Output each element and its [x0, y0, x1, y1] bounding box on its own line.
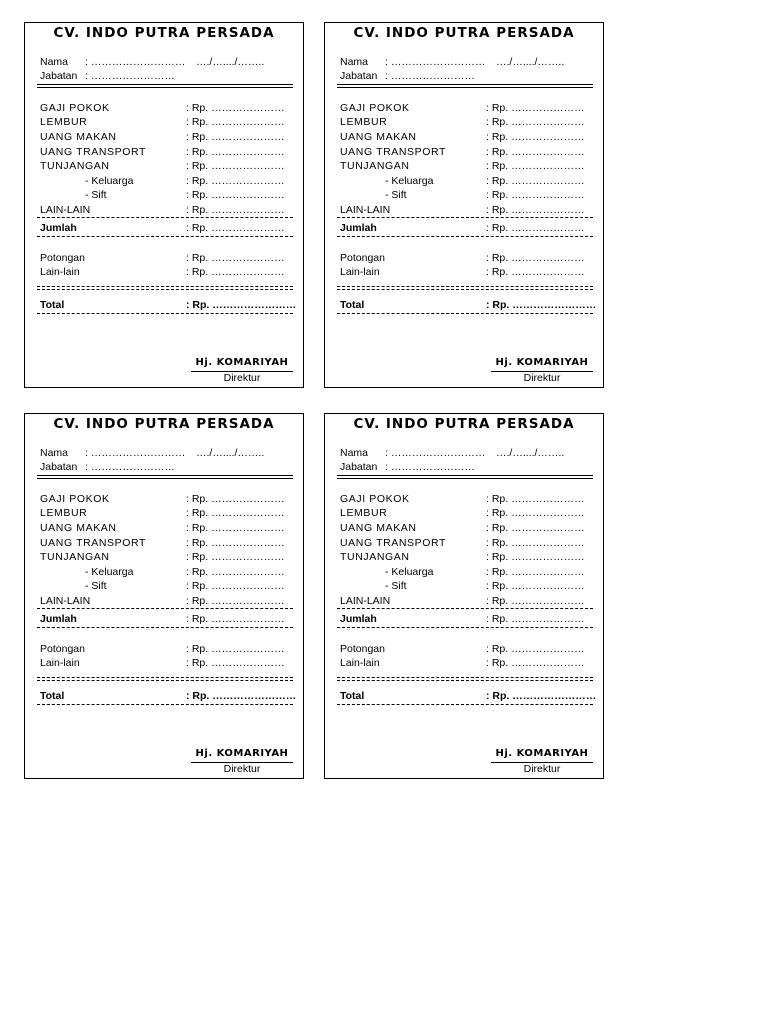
jumlah-label: Jumlah — [40, 222, 77, 234]
salary-slip — [324, 22, 604, 388]
salary-slip — [24, 413, 304, 779]
jumlah-label: Jumlah — [340, 222, 377, 234]
earning-label: - Keluarga — [85, 566, 134, 578]
earning-value: : Rp. ………………… — [186, 551, 285, 563]
date-value: …./…..../…….. — [196, 56, 265, 68]
total-label: Total — [340, 690, 365, 702]
date-value: …./…..../…….. — [496, 447, 565, 459]
jumlah-value: : Rp. ………………… — [186, 613, 285, 625]
total-underline — [37, 704, 293, 705]
earning-label: UANG TRANSPORT — [340, 537, 447, 549]
jabatan-label: Jabatan — [340, 461, 378, 473]
earning-value: : Rp. ………………… — [186, 175, 285, 187]
nama-label: Nama — [340, 56, 369, 68]
jumlah-divider — [37, 236, 293, 237]
earning-value: : Rp. ………………… — [186, 507, 285, 519]
earning-label: UANG MAKAN — [340, 131, 417, 143]
earning-label: TUNJANGAN — [40, 551, 110, 563]
jabatan-value: : …………………… — [85, 70, 175, 82]
earning-value: : Rp. ………………… — [186, 580, 285, 592]
header-divider-top — [337, 84, 593, 85]
deduction-value: : Rp. ………………… — [186, 266, 285, 278]
earnings-divider — [337, 608, 593, 609]
earnings-divider — [37, 217, 293, 218]
jumlah-divider — [337, 627, 593, 628]
earnings-divider — [37, 608, 293, 609]
earning-value: : Rp. ………………… — [486, 102, 585, 114]
header-divider-top — [337, 475, 593, 476]
earning-value: : Rp. ………………… — [186, 522, 285, 534]
earning-value: : Rp. ………………… — [186, 160, 285, 172]
earning-label: GAJI POKOK — [40, 102, 110, 114]
earning-value: : Rp. ………………… — [186, 566, 285, 578]
earning-value: : Rp. ………………… — [186, 131, 285, 143]
total-divider-bottom — [337, 289, 593, 290]
earning-label: - Sift — [85, 580, 107, 592]
deduction-label: Lain-lain — [340, 266, 380, 278]
earning-value: : Rp. ………………… — [186, 537, 285, 549]
earning-label: TUNJANGAN — [340, 160, 410, 172]
jabatan-value: : …………………… — [385, 70, 475, 82]
earning-value: : Rp. ………………… — [186, 146, 285, 158]
earning-label: UANG MAKAN — [40, 522, 117, 534]
earnings-divider — [337, 217, 593, 218]
nama-label: Nama — [340, 447, 369, 459]
earning-label: LAIN-LAIN — [40, 204, 91, 216]
earning-label: TUNJANGAN — [40, 160, 110, 172]
date-value: …./…..../…….. — [496, 56, 565, 68]
earning-label: LEMBUR — [340, 507, 388, 519]
total-divider-top — [37, 677, 293, 678]
total-label: Total — [340, 299, 365, 311]
salary-slip — [24, 22, 304, 388]
earning-value: : Rp. ………………… — [486, 537, 585, 549]
total-divider-top — [37, 286, 293, 287]
total-label: Total — [40, 690, 65, 702]
jumlah-value: : Rp. ………………… — [186, 222, 285, 234]
earning-value: : Rp. ………………… — [186, 493, 285, 505]
total-divider-bottom — [337, 680, 593, 681]
signatory-role: Direktur — [223, 763, 261, 775]
deduction-label: Potongan — [340, 643, 385, 655]
nama-value: : ……………………… — [85, 56, 186, 68]
header-divider-top — [37, 84, 293, 85]
header-divider-top — [37, 475, 293, 476]
deduction-value: : Rp. ………………… — [486, 266, 585, 278]
total-divider-bottom — [37, 289, 293, 290]
earning-value: : Rp. ………………… — [486, 595, 585, 607]
nama-value: : ……………………… — [85, 447, 186, 459]
earning-value: : Rp. ………………… — [486, 566, 585, 578]
date-value: …./…..../…….. — [196, 447, 265, 459]
jumlah-value: : Rp. ………………… — [486, 613, 585, 625]
header-divider-bottom — [337, 87, 593, 88]
company-title: CV. INDO PUTRA PERSADA — [53, 25, 275, 41]
jabatan-label: Jabatan — [40, 461, 78, 473]
jumlah-label: Jumlah — [340, 613, 377, 625]
header-divider-bottom — [37, 478, 293, 479]
earning-label: - Keluarga — [85, 175, 134, 187]
deduction-value: : Rp. ………………… — [186, 657, 285, 669]
earning-label: UANG TRANSPORT — [340, 146, 447, 158]
nama-label: Nama — [40, 447, 69, 459]
earning-value: : Rp. ………………… — [486, 131, 585, 143]
earning-value: : Rp. ………………… — [486, 146, 585, 158]
earning-label: LEMBUR — [40, 116, 88, 128]
total-divider-top — [337, 677, 593, 678]
deduction-value: : Rp. ………………… — [186, 252, 285, 264]
earning-value: : Rp. ………………… — [486, 580, 585, 592]
jumlah-value: : Rp. ………………… — [486, 222, 585, 234]
earning-value: : Rp. ………………… — [486, 204, 585, 216]
company-title: CV. INDO PUTRA PERSADA — [353, 416, 575, 432]
signatory-role: Direktur — [523, 372, 561, 384]
earning-label: - Sift — [85, 189, 107, 201]
earning-label: TUNJANGAN — [340, 551, 410, 563]
total-divider-top — [337, 286, 593, 287]
signatory-name: Hj. KOMARIYAH — [195, 357, 289, 368]
earning-label: GAJI POKOK — [340, 102, 410, 114]
nama-value: : ……………………… — [385, 447, 486, 459]
earning-value: : Rp. ………………… — [486, 522, 585, 534]
total-value: : Rp. …………………… — [486, 690, 597, 702]
deduction-label: Potongan — [40, 252, 85, 264]
earning-value: : Rp. ………………… — [186, 116, 285, 128]
deduction-label: Lain-lain — [340, 657, 380, 669]
earning-value: : Rp. ………………… — [486, 160, 585, 172]
header-divider-bottom — [37, 87, 293, 88]
earning-label: GAJI POKOK — [340, 493, 410, 505]
earning-label: UANG MAKAN — [340, 522, 417, 534]
earning-label: - Sift — [385, 580, 407, 592]
deduction-label: Lain-lain — [40, 266, 80, 278]
total-divider-bottom — [37, 680, 293, 681]
earning-label: LAIN-LAIN — [340, 204, 391, 216]
total-value: : Rp. …………………… — [186, 690, 297, 702]
deduction-value: : Rp. ………………… — [486, 657, 585, 669]
earning-label: UANG TRANSPORT — [40, 537, 147, 549]
jumlah-divider — [37, 627, 293, 628]
earning-value: : Rp. ………………… — [486, 189, 585, 201]
signatory-name: Hj. KOMARIYAH — [195, 748, 289, 759]
deduction-label: Potongan — [40, 643, 85, 655]
earning-value: : Rp. ………………… — [186, 189, 285, 201]
deduction-label: Potongan — [340, 252, 385, 264]
total-value: : Rp. …………………… — [486, 299, 597, 311]
signatory-role: Direktur — [523, 763, 561, 775]
nama-label: Nama — [40, 56, 69, 68]
header-divider-bottom — [337, 478, 593, 479]
earning-label: UANG MAKAN — [40, 131, 117, 143]
earning-label: LEMBUR — [340, 116, 388, 128]
earning-value: : Rp. ………………… — [486, 507, 585, 519]
earning-label: - Keluarga — [385, 566, 434, 578]
earning-label: - Keluarga — [385, 175, 434, 187]
earning-value: : Rp. ………………… — [486, 175, 585, 187]
signatory-name: Hj. KOMARIYAH — [495, 357, 589, 368]
jabatan-label: Jabatan — [340, 70, 378, 82]
jumlah-divider — [337, 236, 593, 237]
earning-value: : Rp. ………………… — [186, 204, 285, 216]
total-underline — [337, 704, 593, 705]
deduction-value: : Rp. ………………… — [486, 252, 585, 264]
earning-label: GAJI POKOK — [40, 493, 110, 505]
earning-label: LAIN-LAIN — [340, 595, 391, 607]
total-underline — [37, 313, 293, 314]
earning-label: LEMBUR — [40, 507, 88, 519]
signatory-name: Hj. KOMARIYAH — [495, 748, 589, 759]
company-title: CV. INDO PUTRA PERSADA — [353, 25, 575, 41]
earning-value: : Rp. ………………… — [186, 102, 285, 114]
jabatan-value: : …………………… — [85, 461, 175, 473]
earning-value: : Rp. ………………… — [486, 493, 585, 505]
earning-value: : Rp. ………………… — [486, 116, 585, 128]
signatory-role: Direktur — [223, 372, 261, 384]
deduction-value: : Rp. ………………… — [486, 643, 585, 655]
deduction-value: : Rp. ………………… — [186, 643, 285, 655]
earning-label: - Sift — [385, 189, 407, 201]
earning-value: : Rp. ………………… — [186, 595, 285, 607]
salary-slip — [324, 413, 604, 779]
earning-value: : Rp. ………………… — [486, 551, 585, 563]
earning-label: UANG TRANSPORT — [40, 146, 147, 158]
company-title: CV. INDO PUTRA PERSADA — [53, 416, 275, 432]
jabatan-value: : …………………… — [385, 461, 475, 473]
deduction-label: Lain-lain — [40, 657, 80, 669]
jumlah-label: Jumlah — [40, 613, 77, 625]
total-underline — [337, 313, 593, 314]
total-label: Total — [40, 299, 65, 311]
total-value: : Rp. …………………… — [186, 299, 297, 311]
nama-value: : ……………………… — [385, 56, 486, 68]
jabatan-label: Jabatan — [40, 70, 78, 82]
earning-label: LAIN-LAIN — [40, 595, 91, 607]
